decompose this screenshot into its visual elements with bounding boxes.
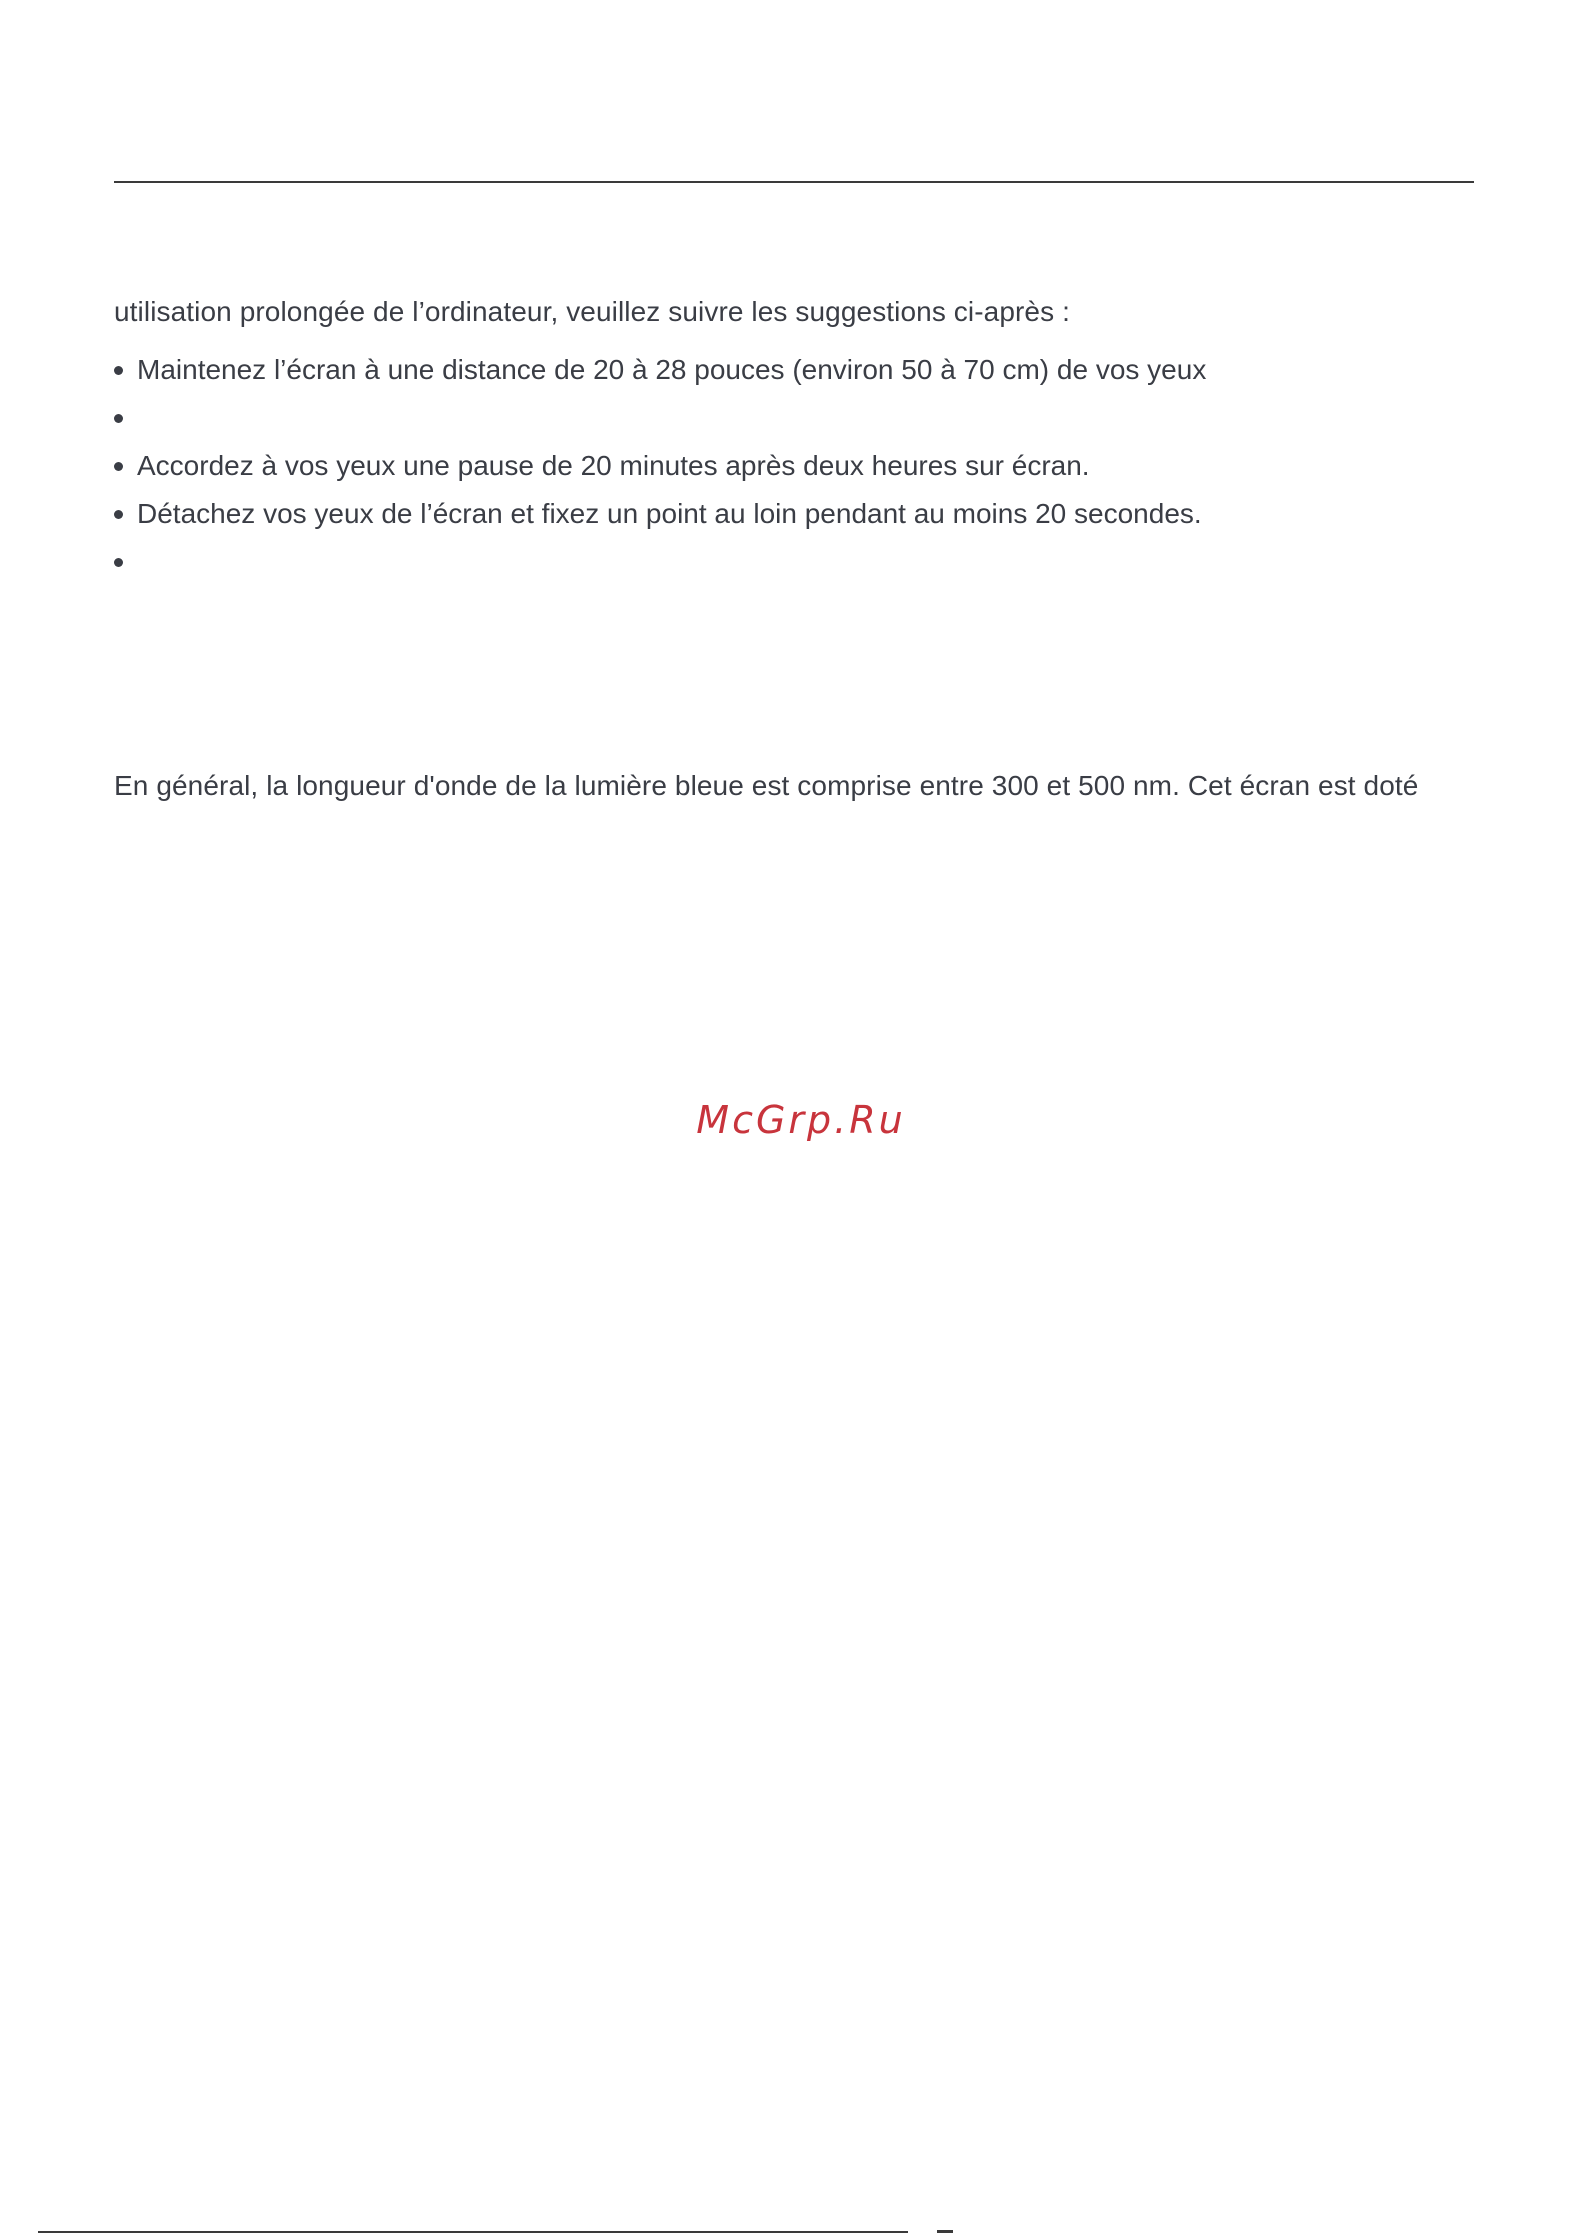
bullet-text: Accordez à vos yeux une pause de 20 minutes après deux heures sur écran. xyxy=(137,450,1090,481)
bullet-item xyxy=(114,400,137,436)
bullet-icon xyxy=(114,558,123,567)
header-divider xyxy=(114,181,1474,183)
bullet-icon xyxy=(114,462,123,471)
intro-text: utilisation prolongée de l’ordinateur, veuillez suivre les suggestions ci-après : xyxy=(114,296,1070,327)
blue-light-paragraph: En général, la longueur d'onde de la lumière bleue est comprise entre 300 et 500 nm. Cet écran est doté xyxy=(114,770,1419,801)
bullet-icon xyxy=(114,366,123,375)
bullet-icon xyxy=(114,414,123,423)
footer-divider xyxy=(38,2231,908,2233)
bullet-item xyxy=(114,448,1090,484)
bullet-text: Maintenez l’écran à une distance de 20 à 28 pouces (environ 50 à 70 cm) de vos yeux xyxy=(137,354,1207,385)
footer-mark xyxy=(937,2230,953,2233)
bullet-item xyxy=(114,496,1202,532)
watermark-text: McGrp.Ru xyxy=(696,1098,906,1142)
bullet-icon xyxy=(114,510,123,519)
bullet-item xyxy=(114,352,1206,388)
bullet-text: Détachez vos yeux de l’écran et fixez un point au loin pendant au moins 20 secondes. xyxy=(137,498,1202,529)
bullet-item xyxy=(114,544,137,580)
